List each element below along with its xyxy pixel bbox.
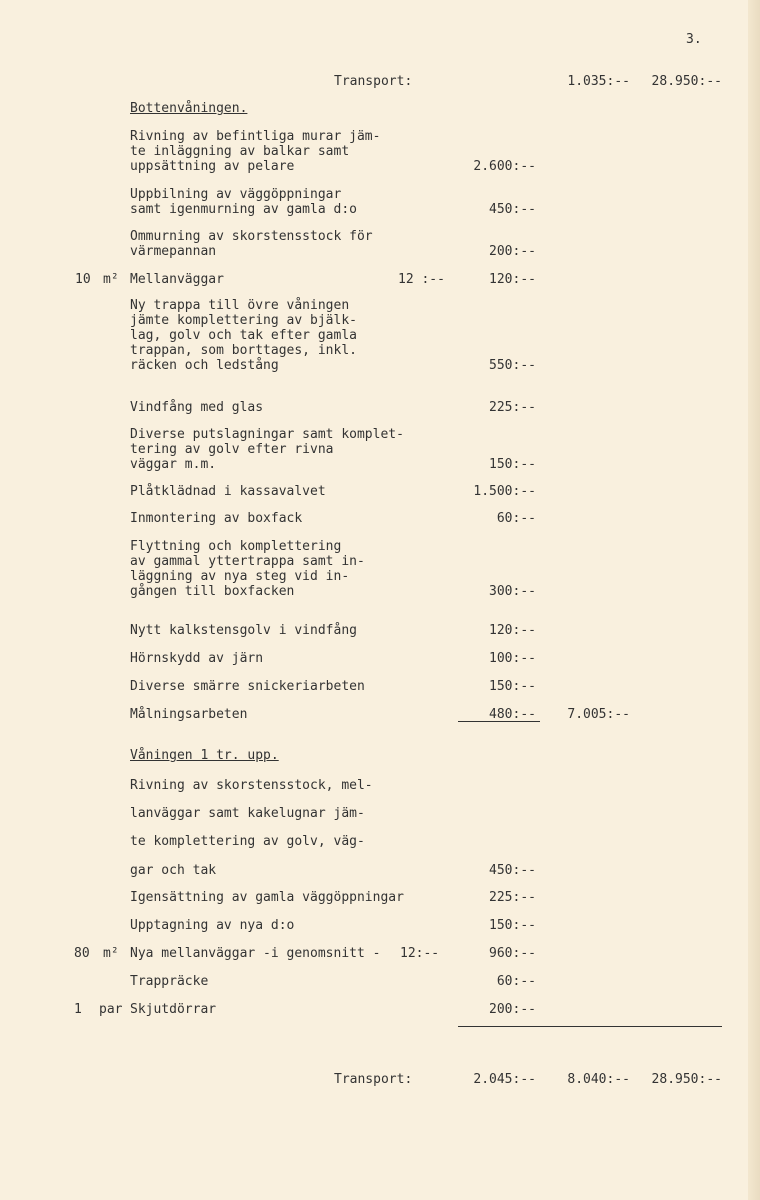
paper-edge [748,0,760,1200]
footer-transport-col3: 28.950:-- [651,1072,722,1087]
item-line: Flyttning och komplettering [130,539,342,554]
item-line: Skjutdörrar [130,1002,217,1017]
item-amount: 60:-- [496,974,536,989]
item-line: väggar m.m. [130,457,217,472]
item-amount: 450:-- [489,202,536,217]
item-line: lag, golv och tak efter gamla [130,328,357,343]
item-line: Plåtklädnad i kassavalvet [130,484,326,499]
item-amount: 150:-- [489,679,536,694]
subtotal-rule [458,721,540,722]
item-line: Diverse putslagningar samt komplet- [130,427,404,442]
item-line: gar och tak [130,863,217,878]
item-line: Upptagning av nya d:o [130,918,295,933]
item-line: Hörnskydd av järn [130,651,264,666]
item-line: Rivning av befintliga murar jäm- [130,129,381,144]
item-line: Rivning av skorstensstock, mel- [130,778,373,793]
section-subtotal: 7.005:-- [567,707,630,722]
item-line: Målningsarbeten [130,707,248,722]
item-amount: 200:-- [489,1002,536,1017]
item-qty: 80 [74,946,90,961]
item-line: räcken och ledstång [130,358,279,373]
item-amount: 300:-- [489,584,536,599]
item-qty: 1 [74,1002,82,1017]
item-unit: par [99,1002,123,1017]
item-amount: 120:-- [489,623,536,638]
item-line: lanväggar samt kakelugnar jäm- [130,806,365,821]
item-line: Vindfång med glas [130,400,264,415]
item-line: samt igenmurning av gamla d:o [130,202,357,217]
item-amount: 150:-- [489,918,536,933]
item-line: Mellanväggar [130,272,224,287]
item-amount: 480:-- [489,707,536,722]
item-line: trappan, som borttages, inkl. [130,343,357,358]
item-line: te inläggning av balkar samt [130,144,350,159]
section-title-vaningen-1-tr: Våningen 1 tr. upp. [130,748,279,763]
item-amount: 225:-- [489,890,536,905]
item-line: läggning av nya steg vid in- [130,569,350,584]
item-line: jämte komplettering av bjälk- [130,313,357,328]
item-line: uppsättning av pelare [130,159,295,174]
total-rule [458,1026,722,1027]
item-amount: 550:-- [489,358,536,373]
footer-transport-label: Transport: [334,1072,413,1087]
item-line: Nya mellanväggar -i genomsnitt - [130,946,381,961]
section-title-bottenvaningen: Bottenvåningen. [130,101,248,116]
item-qty: 10 [75,272,91,287]
item-amount: 150:-- [489,457,536,472]
item-line: gången till boxfacken [130,584,295,599]
item-line: Diverse smärre snickeriarbeten [130,679,365,694]
item-line: tering av golv efter rivna [130,442,334,457]
header-transport-col2: 1.035:-- [567,74,630,89]
item-amount: 225:-- [489,400,536,415]
item-line: Trappräcke [130,974,209,989]
item-amount: 100:-- [489,651,536,666]
item-line: Ny trappa till övre våningen [130,298,350,313]
item-line: Inmontering av boxfack [130,511,303,526]
item-amount: 200:-- [489,244,536,259]
item-amount: 1.500:-- [473,484,536,499]
item-line: te komplettering av golv, väg- [130,834,365,849]
item-amount: 960:-- [489,946,536,961]
item-rate: 12:-- [400,946,440,961]
item-amount: 450:-- [489,863,536,878]
item-line: värmepannan [130,244,217,259]
item-amount: 120:-- [489,272,536,287]
item-line: av gammal yttertrappa samt in- [130,554,365,569]
page-number: 3. [686,32,702,47]
item-rate: 12 :-- [398,272,445,287]
item-line: Igensättning av gamla väggöppningar [130,890,404,905]
item-line: Ommurning av skorstensstock för [130,229,373,244]
item-amount: 60:-- [496,511,536,526]
item-amount: 2.600:-- [473,159,536,174]
footer-transport-col2: 8.040:-- [567,1072,630,1087]
footer-transport-col1: 2.045:-- [473,1072,536,1087]
header-transport-label: Transport: [334,74,413,89]
item-line: Nytt kalkstensgolv i vindfång [130,623,357,638]
item-unit: m² [103,272,119,287]
item-unit: m² [103,946,119,961]
item-line: Uppbilning av väggöppningar [130,187,342,202]
header-transport-col3: 28.950:-- [651,74,722,89]
